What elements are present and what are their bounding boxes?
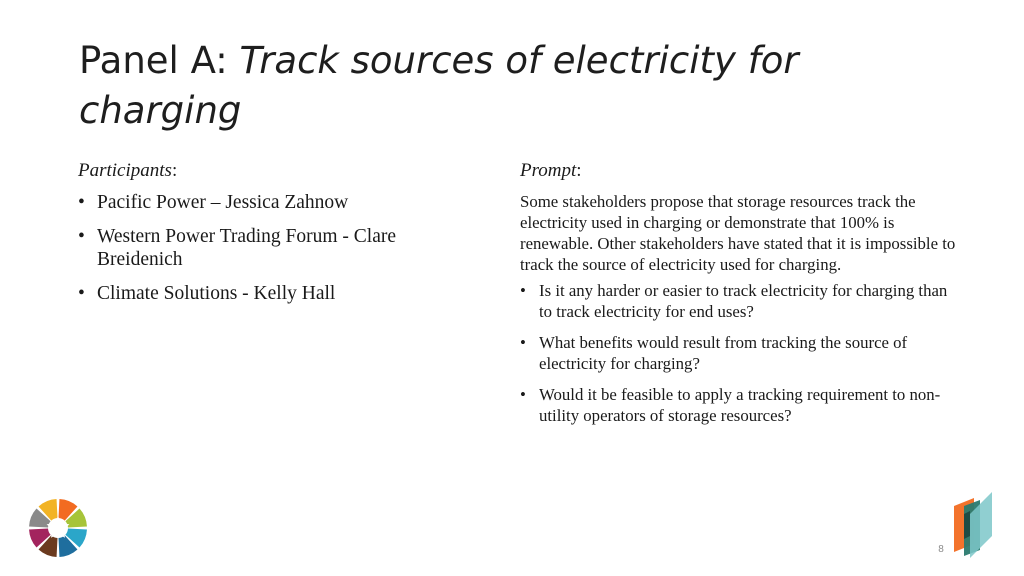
bullet-dot: • <box>520 333 526 352</box>
participants-list <box>78 191 458 305</box>
prompt-column <box>520 160 960 436</box>
participants-column <box>78 160 458 316</box>
logo-right-dark <box>964 511 970 539</box>
bullet-dot: • <box>78 283 85 304</box>
question-item <box>520 280 960 322</box>
bullet-dot: • <box>520 281 526 300</box>
participant-text: Climate Solutions - Kelly Hall <box>97 283 336 304</box>
bullet-dot: • <box>520 385 526 404</box>
prompt-heading-text: Prompt <box>520 160 577 181</box>
participant-item <box>78 225 458 271</box>
slide-title <box>79 36 939 136</box>
prompt-heading <box>520 160 960 182</box>
page-number: 8 <box>938 544 944 555</box>
title-prefix: Panel A: <box>79 39 240 82</box>
book-logo-icon <box>950 492 996 558</box>
question-text: What benefits would result from tracking the source of electricity for charging? <box>539 333 908 373</box>
bullet-dot: • <box>78 192 85 213</box>
question-text: Would it be feasible to apply a tracking requirement to non-utility operators of storage resources? <box>539 385 941 425</box>
participants-heading-colon: : <box>171 160 178 181</box>
participants-heading-text: Participants <box>78 160 172 181</box>
question-item <box>520 332 960 374</box>
participant-item <box>78 282 458 305</box>
star-wheel-logo-icon <box>28 498 88 558</box>
prompt-heading-colon: : <box>576 160 582 181</box>
question-item <box>520 384 960 426</box>
prompt-paragraph: Some stakeholders propose that storage resources track the electricity used in charging or demonstrate that 100% is renewable. Other stakeholders have stated that it is impossible to track the source of electricity used for charging. <box>520 192 956 274</box>
bullet-dot: • <box>78 226 85 247</box>
participants-heading <box>78 160 458 182</box>
title-italic: Track sources of electricity for charging <box>79 39 799 132</box>
prompt-questions-list <box>520 280 960 426</box>
question-text: Is it any harder or easier to track electricity for charging than to track electricity for end uses? <box>539 281 948 321</box>
participant-text: Pacific Power – Jessica Zahnow <box>97 192 349 213</box>
participant-text: Western Power Trading Forum - Clare Breidenich <box>97 226 397 270</box>
participant-item <box>78 191 458 214</box>
